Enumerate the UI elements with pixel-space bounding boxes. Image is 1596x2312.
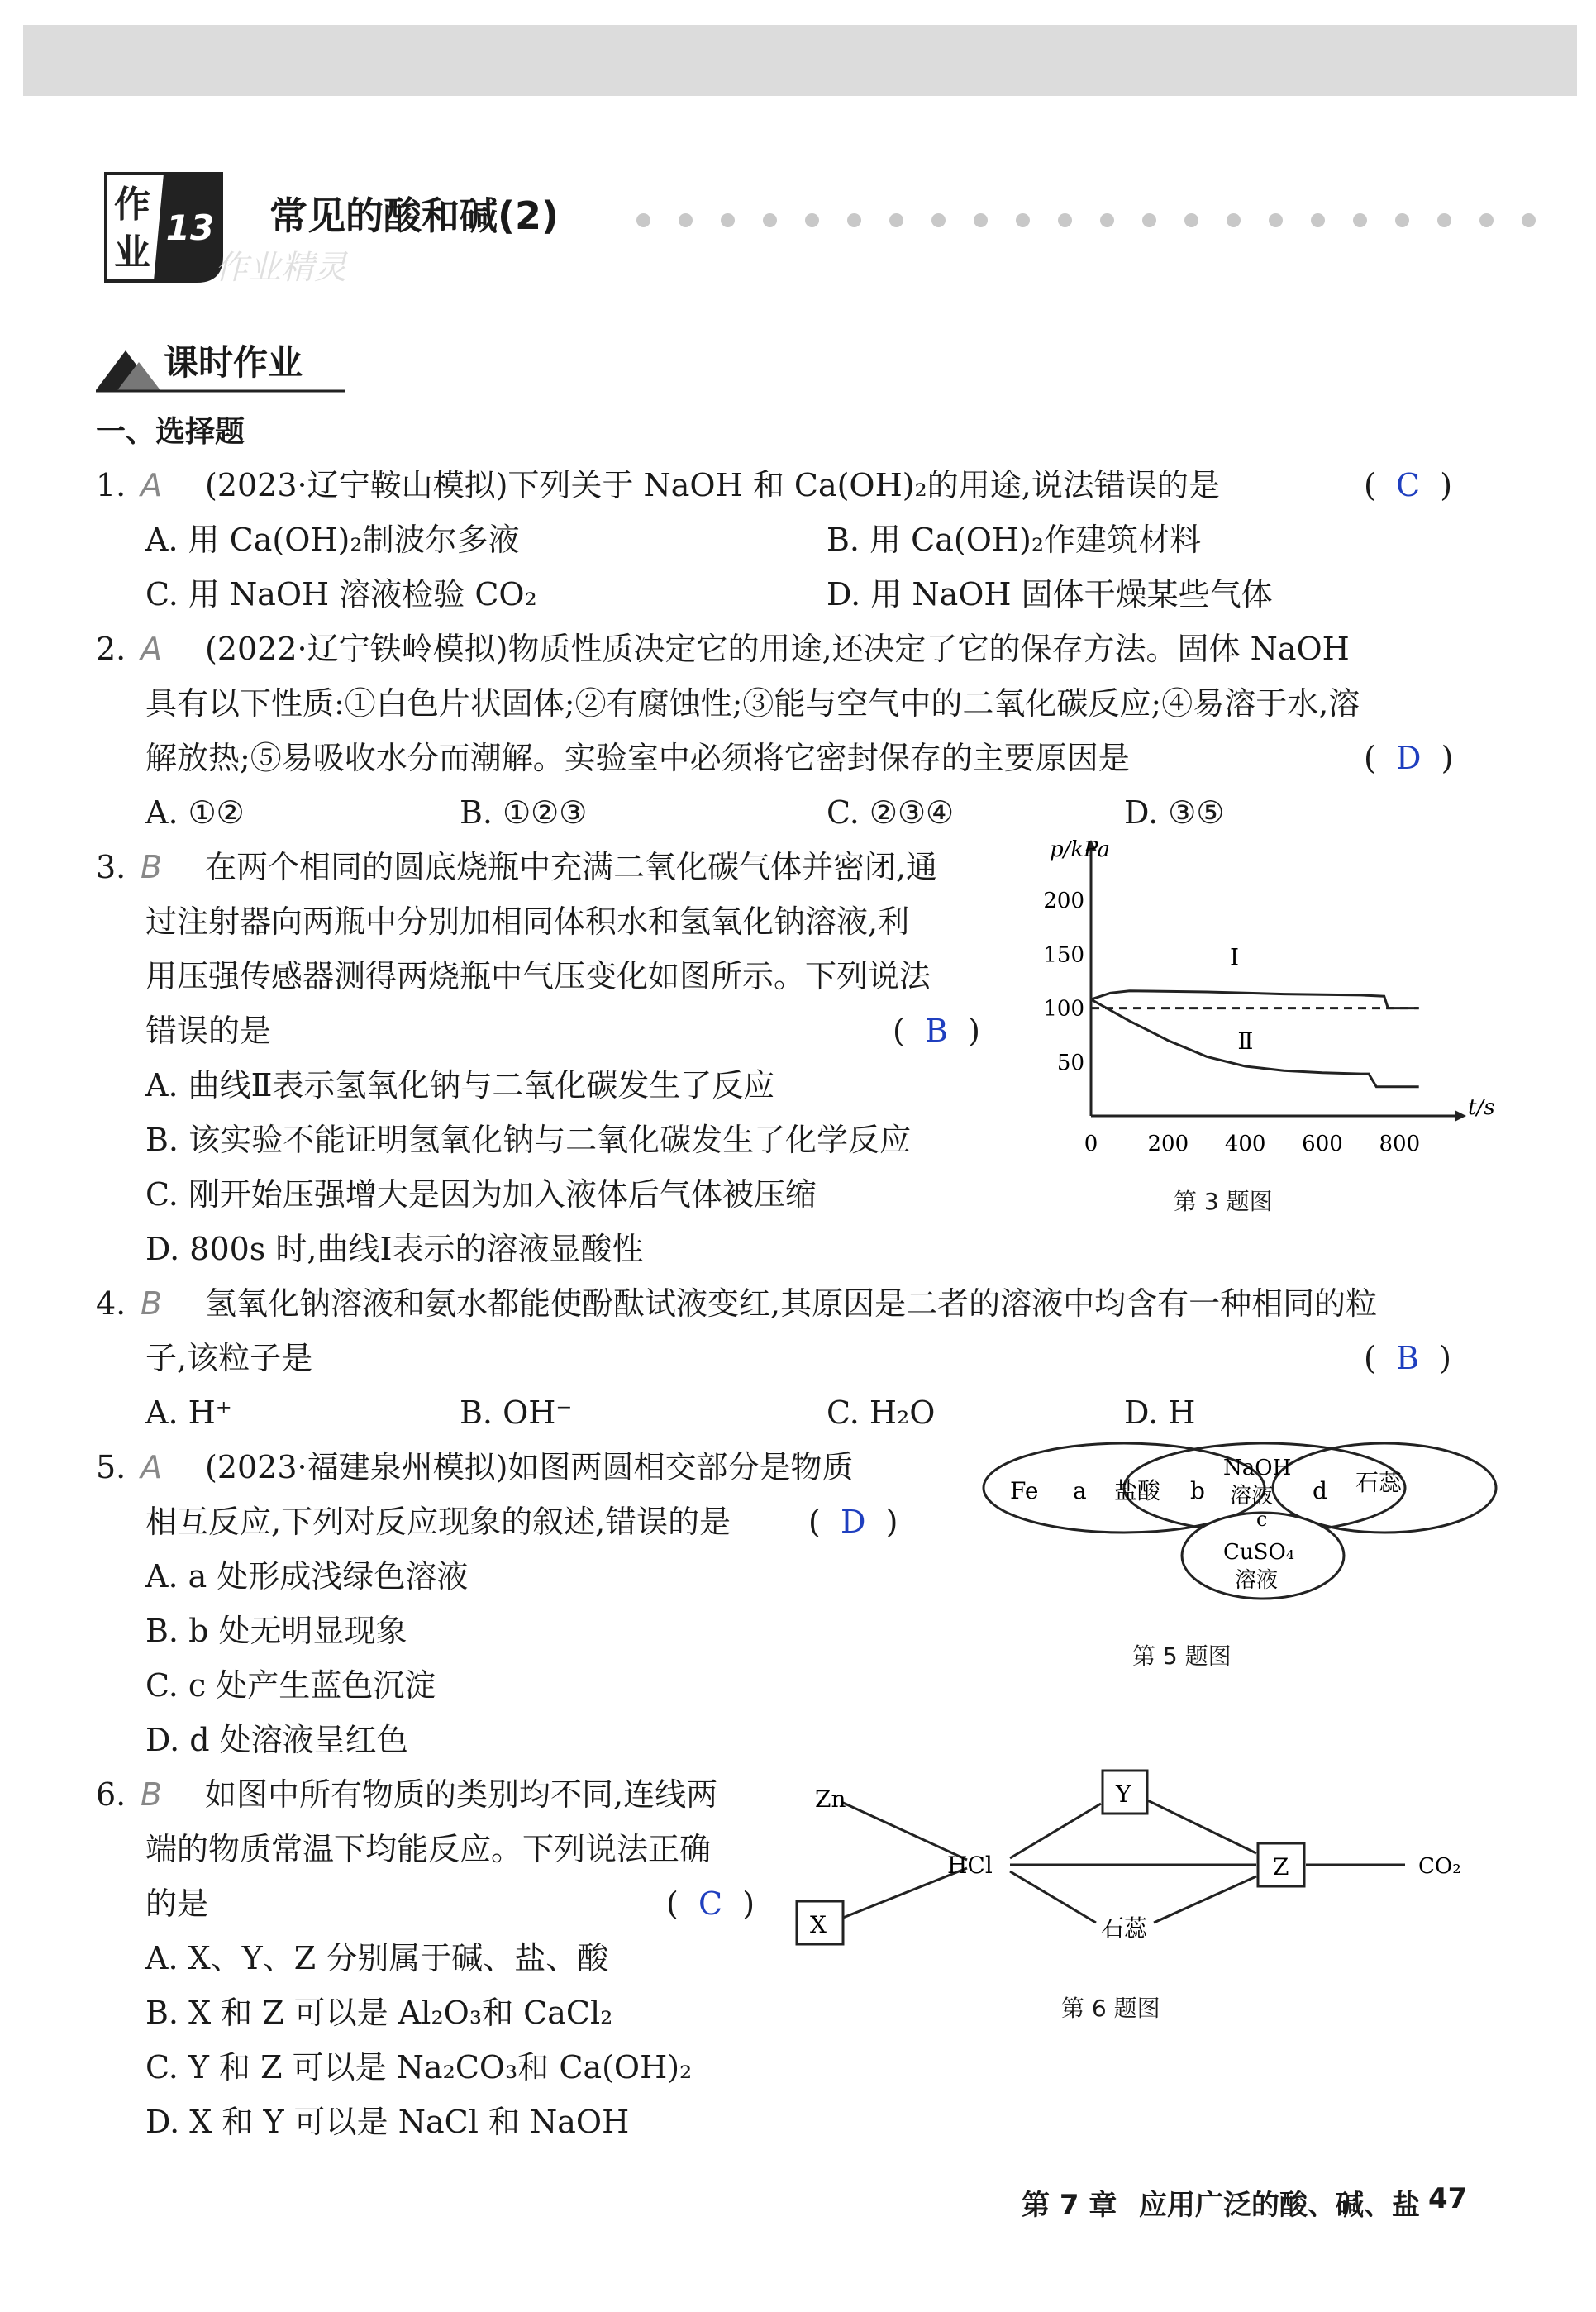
zn-label: Zn bbox=[815, 1785, 846, 1813]
q4-option-b: B. OH⁻ bbox=[460, 1394, 573, 1431]
q2-option-a: A. ①② bbox=[145, 794, 245, 831]
q4-option-d: D. H bbox=[1124, 1394, 1196, 1431]
co2-label: CO₂ bbox=[1418, 1854, 1461, 1879]
q6-answer-bracket: ( C ) bbox=[666, 1885, 755, 1922]
q6-caption: 第 6 题图 bbox=[1061, 1995, 1160, 2022]
q2-option-c: C. ②③④ bbox=[827, 794, 955, 831]
q5-line2: 相互反应,下列对反应现象的叙述,错误的是 bbox=[145, 1504, 731, 1540]
q5-option-a: A. a 处形成浅绿色溶液 bbox=[145, 1558, 469, 1595]
pressure-chart bbox=[1008, 837, 1495, 1190]
q6-option-a: A. X、Y、Z 分别属于碱、盐、酸 bbox=[145, 1940, 609, 1976]
q5-option-c: C. c 处产生蓝色沉淀 bbox=[145, 1667, 436, 1704]
q6-option-b: B. X 和 Z 可以是 Al₂O₃和 CaCl₂ bbox=[145, 1995, 613, 2031]
subsection-title: 一、选择题 bbox=[96, 415, 245, 449]
y-tick-label: 200 bbox=[1043, 889, 1084, 914]
x-axis-label: t/s bbox=[1468, 1095, 1495, 1120]
badge-bottom-text: 业 bbox=[114, 231, 150, 274]
watermark-text: 作业精灵 bbox=[215, 249, 347, 287]
homework-badge bbox=[98, 165, 230, 289]
q1-option-d: D. 用 NaOH 固体干燥某些气体 bbox=[827, 576, 1273, 613]
q1-option-c: C. 用 NaOH 溶液检验 CO₂ bbox=[145, 576, 537, 613]
cuso4-solution-label: 溶液 bbox=[1235, 1568, 1279, 1593]
q2-line2: 具有以下性质:①白色片状固体;②有腐蚀性;③能与空气中的二氧化碳反应;④易溶于水,溶 bbox=[145, 685, 1360, 722]
footer-chapter: 第 7 章 bbox=[1022, 2189, 1117, 2222]
q2-level: A bbox=[141, 631, 162, 667]
q5-answer-bracket: ( D ) bbox=[808, 1504, 898, 1540]
q5-option-b: B. b 处无明显现象 bbox=[145, 1613, 407, 1649]
q3-line2: 过注射器向两瓶中分别加相同体积水和氢氧化钠溶液,利 bbox=[145, 903, 910, 940]
q6-line1: 如图中所有物质的类别均不同,连线两 bbox=[205, 1776, 718, 1813]
q3-option-d: D. 800s 时,曲线Ⅰ表示的溶液显酸性 bbox=[145, 1231, 644, 1267]
q5-caption: 第 5 题图 bbox=[1132, 1642, 1232, 1670]
badge-top-text: 作 bbox=[114, 184, 150, 226]
q6-option-c: C. Y 和 Z 可以是 Na₂CO₃和 Ca(OH)₂ bbox=[145, 2049, 693, 2086]
title-dots bbox=[636, 213, 1564, 231]
q3-line1: 在两个相同的圆底烧瓶中充满二氧化碳气体并密闭,通 bbox=[205, 849, 938, 885]
q2-answer: D bbox=[1395, 740, 1422, 776]
q3-line4: 错误的是 bbox=[145, 1013, 272, 1049]
x-tick-label: 400 bbox=[1224, 1132, 1266, 1156]
q3-answer-bracket: ( B ) bbox=[893, 1013, 980, 1049]
q1-answer-bracket: ( C ) bbox=[1364, 467, 1453, 503]
q3-line3: 用压强传感器测得两烧瓶中气压变化如图所示。下列说法 bbox=[145, 958, 931, 994]
section-title: 课时作业 bbox=[164, 342, 303, 383]
q1-answer: C bbox=[1395, 467, 1421, 503]
cuso4-label: CuSO₄ bbox=[1223, 1540, 1295, 1565]
y-tick-label: 150 bbox=[1043, 942, 1084, 968]
q3-number: 3. bbox=[96, 849, 126, 885]
q3-option-a: A. 曲线Ⅱ表示氢氧化钠与二氧化碳发生了反应 bbox=[145, 1067, 775, 1104]
y-tick-label: 50 bbox=[1056, 1050, 1084, 1075]
q6-number: 6. bbox=[96, 1776, 126, 1813]
q2-option-b: B. ①②③ bbox=[460, 794, 588, 831]
page-title: 常见的酸和碱(2) bbox=[269, 193, 560, 238]
page-number: 47 bbox=[1428, 2182, 1468, 2215]
q1-number: 1. bbox=[96, 467, 126, 503]
q1-level: A bbox=[141, 467, 162, 503]
q2-option-d: D. ③⑤ bbox=[1124, 794, 1225, 831]
y-axis-label: p/kPa bbox=[1050, 837, 1110, 862]
litmus-label: 石蕊 bbox=[1101, 1914, 1148, 1942]
acid-label: 盐酸 bbox=[1114, 1477, 1161, 1504]
q1-option-b: B. 用 Ca(OH)₂作建筑材料 bbox=[827, 522, 1202, 558]
z-label: Z bbox=[1273, 1853, 1289, 1881]
hcl-label: HCl bbox=[947, 1852, 993, 1879]
q5-level: A bbox=[141, 1449, 162, 1485]
x-tick-label: 200 bbox=[1147, 1132, 1189, 1156]
series-label-i: Ⅰ bbox=[1230, 943, 1240, 971]
footer-chapter-title: 应用广泛的酸、碱、盐 bbox=[1139, 2189, 1420, 2222]
x-tick-label: 600 bbox=[1302, 1132, 1343, 1156]
q3-level: B bbox=[141, 849, 163, 885]
q5-number: 5. bbox=[96, 1449, 126, 1485]
q2-line1: (2022·辽宁铁岭模拟)物质性质决定它的用途,还决定了它的保存方法。固体 NaOH bbox=[205, 631, 1350, 667]
naoh-solution-label: 溶液 bbox=[1230, 1484, 1274, 1509]
q4-line2: 子,该粒子是 bbox=[145, 1340, 313, 1376]
q4-answer: B bbox=[1395, 1340, 1419, 1376]
q4-line1: 氢氧化钠溶液和氨水都能使酚酞试液变红,其原因是二者的溶液中均含有一种相同的粒 bbox=[205, 1285, 1378, 1322]
q1-option-a: A. 用 Ca(OH)₂制波尔多液 bbox=[145, 522, 520, 558]
q6-level: B bbox=[141, 1776, 163, 1813]
q3-option-c: C. 刚开始压强增大是因为加入液体后气体被压缩 bbox=[145, 1176, 817, 1213]
q3-caption: 第 3 题图 bbox=[1174, 1188, 1273, 1215]
q3-option-b: B. 该实验不能证明氢氧化钠与二氧化碳发生了化学反应 bbox=[145, 1122, 912, 1158]
q6-answer: C bbox=[698, 1885, 723, 1922]
q6-option-d: D. X 和 Y 可以是 NaCl 和 NaOH bbox=[145, 2104, 630, 2140]
y-label: Y bbox=[1116, 1780, 1131, 1808]
q4-level: B bbox=[141, 1285, 163, 1322]
q2-number: 2. bbox=[96, 631, 126, 667]
x-label: X bbox=[810, 1911, 827, 1938]
q6-relation-diagram bbox=[793, 1761, 1488, 1951]
d-label: d bbox=[1313, 1477, 1327, 1504]
q4-option-a: A. H⁺ bbox=[145, 1394, 232, 1431]
q2-line3: 解放热;⑤易吸收水分而潮解。实验室中必须将它密封保存的主要原因是 bbox=[145, 740, 1130, 776]
q4-option-c: C. H₂O bbox=[827, 1394, 936, 1431]
q5-answer: D bbox=[840, 1504, 866, 1540]
litmus-label: 石蕊 bbox=[1355, 1469, 1403, 1496]
naoh-label: NaOH bbox=[1223, 1456, 1292, 1480]
x-axis-arrow bbox=[1455, 1110, 1466, 1122]
series-line bbox=[1091, 999, 1419, 1087]
a-label: a bbox=[1073, 1477, 1087, 1504]
top-band bbox=[23, 25, 1577, 96]
q5-line1: (2023·福建泉州模拟)如图两圆相交部分是物质 bbox=[205, 1449, 854, 1485]
q4-number: 4. bbox=[96, 1285, 126, 1322]
q2-answer-bracket: ( D ) bbox=[1364, 740, 1454, 776]
fe-label: Fe bbox=[1010, 1477, 1039, 1504]
series-line bbox=[1091, 991, 1419, 1008]
q5-option-d: D. d 处溶液呈红色 bbox=[145, 1722, 408, 1758]
q6-line2: 端的物质常温下均能反应。下列说法正确 bbox=[145, 1831, 712, 1867]
q6-line3: 的是 bbox=[145, 1885, 209, 1922]
x-tick-label: 0 bbox=[1084, 1132, 1098, 1156]
b-label: b bbox=[1190, 1477, 1205, 1504]
q4-answer-bracket: ( B ) bbox=[1364, 1340, 1451, 1376]
q5-circle-diagram bbox=[934, 1438, 1513, 1604]
q1-stem: (2023·辽宁鞍山模拟)下列关于 NaOH 和 Ca(OH)₂的用途,说法错误的是 bbox=[205, 467, 1220, 503]
x-tick-label: 800 bbox=[1379, 1132, 1421, 1156]
series-label-ii: Ⅱ bbox=[1237, 1027, 1254, 1056]
c-label: c bbox=[1256, 1508, 1268, 1531]
badge-number: 13 bbox=[165, 207, 215, 248]
y-tick-label: 100 bbox=[1043, 996, 1084, 1022]
q3-answer: B bbox=[924, 1013, 948, 1049]
